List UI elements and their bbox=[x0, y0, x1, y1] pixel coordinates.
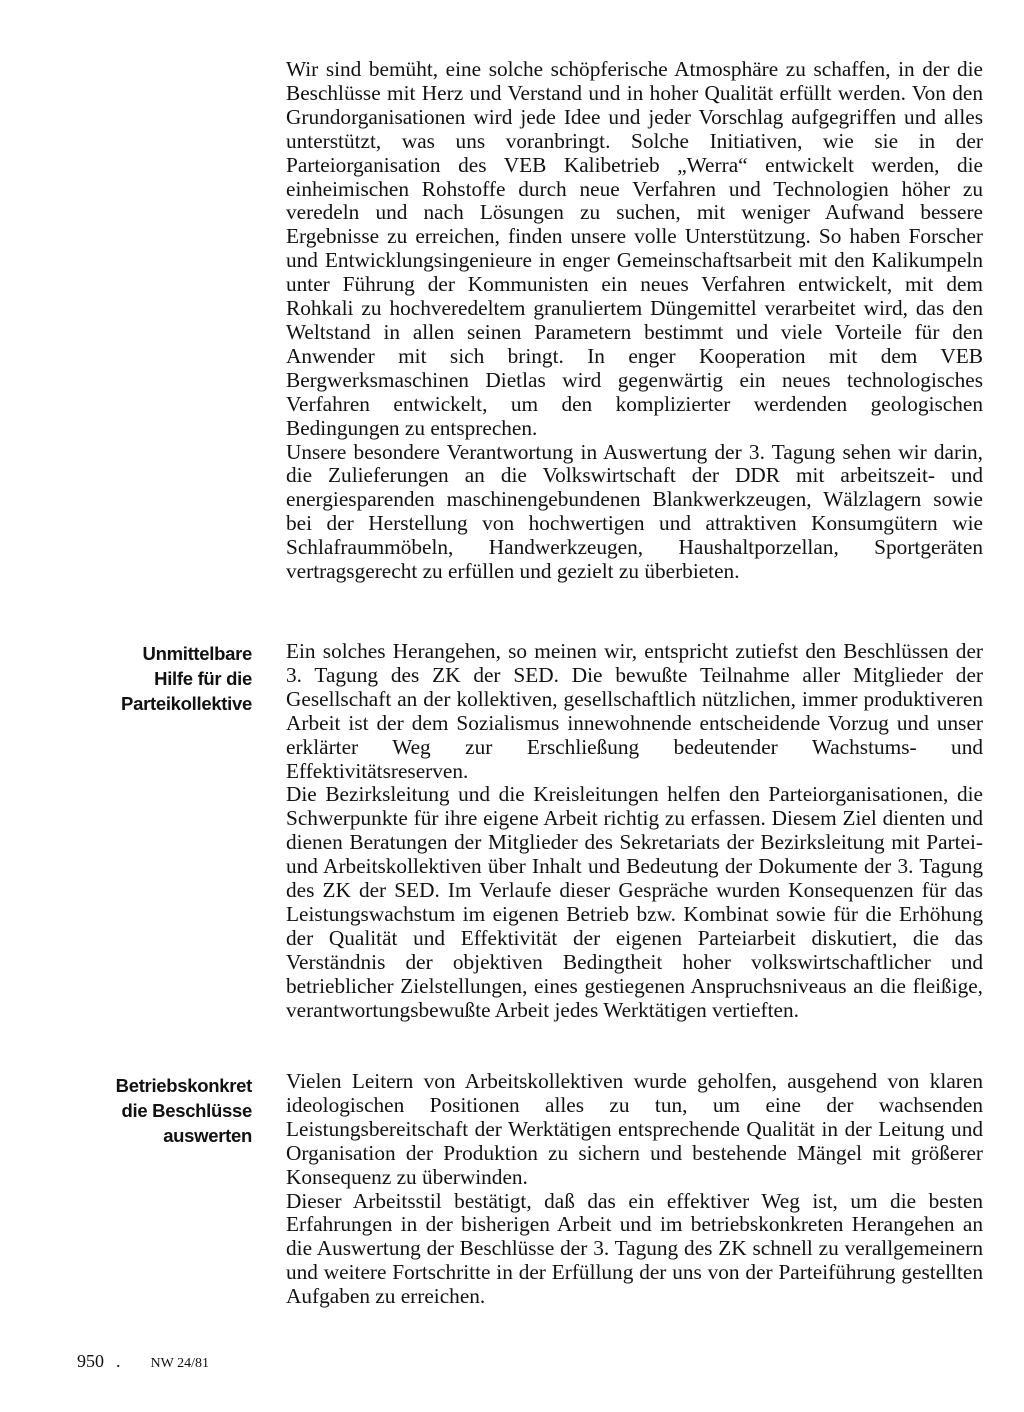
margin-heading-line: Parteikollektive bbox=[121, 693, 252, 714]
margin-heading-hilfe bbox=[60, 641, 252, 716]
footer-separator: . bbox=[116, 1351, 121, 1371]
issue-label: NW 24/81 bbox=[150, 1356, 209, 1371]
paragraph: Dieser Arbeitsstil bestätigt, daß das ein effektiver Weg ist, um die besten Erfahrungen in der bisherigen Arbeit und im betriebskonkreten Herangehen an die Auswertung der Beschlüsse der 3. Tagung des ZK schnell zu verallgemeinern und weitere Fortschritte in der Erfüllung der uns von der Parteiführung gestellten Aufgaben zu erreichen. bbox=[286, 1188, 983, 1309]
margin-heading-line: Betriebskonkret bbox=[115, 1075, 252, 1096]
paragraph: Ein solches Herangehen, so meinen wir, entspricht zutiefst den Beschlüssen der 3. Tagung des ZK der SED. Die bewußte Teilnahme aller Mitglieder der Gesellschaft an der kollektiven, gesellschaftlich nützlichen, immer produktiveren Arbeit ist der dem Sozialismus innewohnende entscheidende Vorzug und unser erklärter Weg zur Erschließung bedeutender Wachstums- und Effektivitätsreserven. bbox=[286, 639, 983, 783]
body-section-1 bbox=[286, 58, 983, 584]
page-footer bbox=[77, 1350, 209, 1375]
paragraph: Wir sind bemüht, eine solche schöpferische Atmosphäre zu schaffen, in der die Beschlüsse mit Herz und Verstand und in hoher Qualität erfüllt werden. Von den Grundorganisationen wird jede Idee und jeder Vorschlag aufgegriffen und alles unterstützt, was uns voranbringt. Solche Initiativen, wie sie in der Parteiorganisation des VEB Kalibetrieb „Werra“ entwickelt werden, die einheimischen Rohstoffe durch neue Verfahren und Technologien höher zu veredeln und nach Lösungen zu suchen, mit weniger Aufwand bessere Ergebnisse zu erreichen, finden unsere volle Unterstützung. So haben Forscher und Entwicklungsingenieure in enger Gemeinschaftsarbeit mit den Kalikumpeln unter Führung der Kommunisten ein neues Verfahren entwickelt, mit dem Rohkali zu hochveredeltem granuliertem Düngemittel verarbeitet wird, das den Weltstand in allen seinen Parametern bestimmt und viele Vorteile für den Anwender mit sich bringt. In enger Kooperation mit dem VEB Bergwerksmaschinen Dietlas wird gegenwärtig ein neues technologisches Verfahren entwickelt, um den komplizierter werdenden geologischen Bedingungen zu entsprechen. bbox=[286, 57, 983, 440]
margin-heading-line: die Beschlüsse bbox=[121, 1100, 252, 1121]
margin-heading-line: Unmittelbare bbox=[142, 643, 252, 664]
body-section-3 bbox=[286, 1070, 983, 1309]
margin-heading-line: Hilfe für die bbox=[154, 668, 252, 689]
paragraph: Unsere besondere Verantwortung in Auswertung der 3. Tagung sehen wir darin, die Zulieferungen an die Volkswirtschaft der DDR mit arbeitszeit- und energiesparenden maschinengebundenen Blankwerkzeugen, Wälzlagern sowie bei der Herstellung von hochwertigen und attraktiven Konsumgütern wie Schlafraummöbeln, Handwerkzeugen, Haushaltporzellan, Sportgeräten vertragsgerecht zu erfüllen und gezielt zu überbieten. bbox=[286, 439, 983, 584]
paragraph: Vielen Leitern von Arbeitskollektiven wurde geholfen, ausgehend von klaren ideologischen Positionen alles zu tun, um eine der wachsenden Leistungsbereitschaft der Werktätigen entsprechende Qualität in der Leitung und Organisation der Produktion zu sichern und bestehende Mängel mit größerer Konsequenz zu überwinden. bbox=[286, 1069, 983, 1189]
body-section-2 bbox=[286, 640, 983, 1023]
margin-heading-betriebskonkret bbox=[60, 1073, 252, 1148]
page-number: 950 bbox=[77, 1351, 104, 1371]
margin-heading-line: auswerten bbox=[163, 1125, 252, 1146]
paragraph: Die Bezirksleitung und die Kreisleitungen helfen den Parteiorganisationen, die Schwerpunkte für ihre eigene Arbeit richtig zu erfassen. Diesem Ziel dienten und dienen Beratungen der Mitglieder des Sekretariats der Bezirksleitung mit Partei- und Arbeitskollektiven über Inhalt und Bedeutung der Dokumente der 3. Tagung des ZK der SED. Im Verlaufe dieser Gespräche wurden Konsequenzen für das Leistungswachstum im eigenen Betrieb bzw. Kombinat sowie für die Erhöhung der Qualität und Effektivität der eigenen Parteiarbeit diskutiert, die das Verständnis der objektiven Bedingtheit hoher volkswirtschaftlicher und betrieblicher Zielstellungen, eines gestiegenen Anspruchsniveaus an die fleißige, verantwortungsbewußte Arbeit jedes Werktätigen vertieften. bbox=[286, 782, 983, 1022]
